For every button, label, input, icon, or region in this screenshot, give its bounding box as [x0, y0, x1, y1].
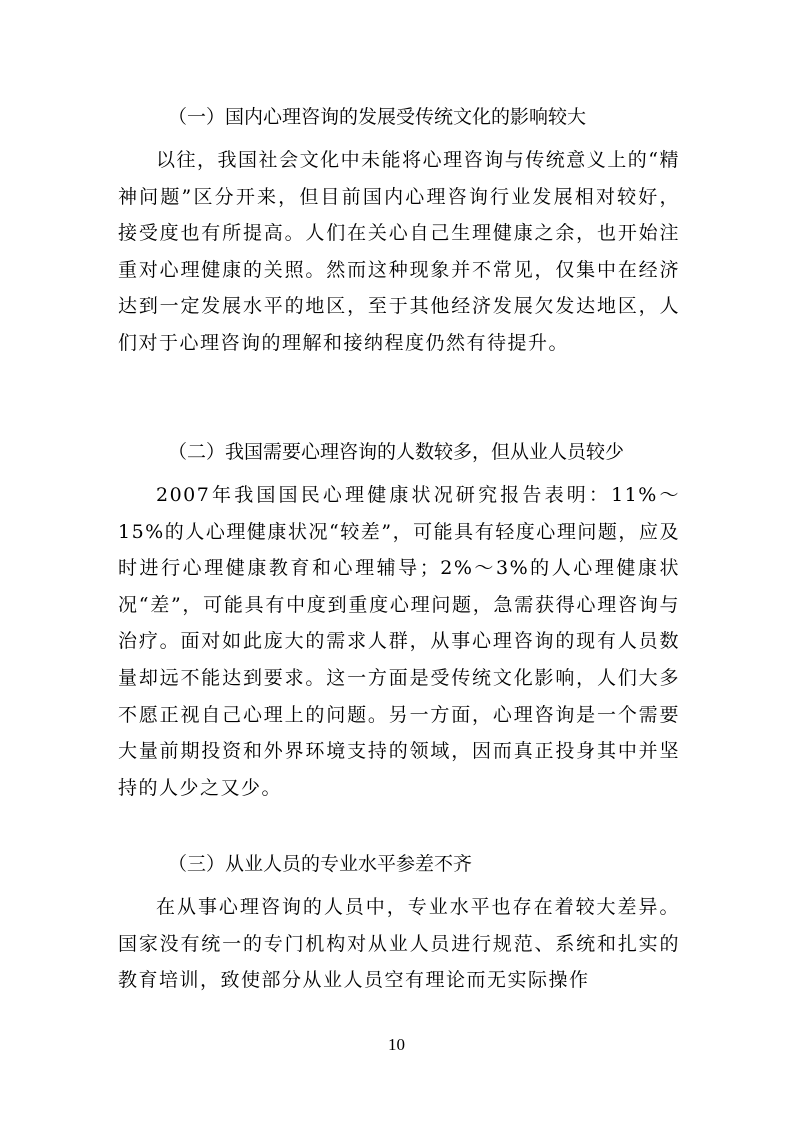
section-3 — [118, 853, 680, 999]
section-paragraph: 在从事心理咨询的人员中，专业水平也存在着较大差异。国家没有统一的专门机构对从业人员进行规范、系统和扎实的教育培训，致使部分从业人员空有理论而无实际操作 — [118, 896, 680, 992]
section-paragraph: 以往，我国社会文化中未能将心理咨询与传统意义上的“精神问题”区分开来，但目前国内心理咨询行业发展相对较好，接受度也有所提高。人们在关心自己生理健康之余，也开始注重对心理健康的关照。然而这种现象并不常见，仅集中在经济达到一定发展水平的地区，至于其他经济发展欠发达地区，人们对于心理咨询的理解和接纳程度仍然有待提升。 — [118, 149, 680, 354]
page-number: 10 — [388, 1035, 405, 1054]
section-2 — [118, 441, 680, 806]
section-1 — [118, 106, 680, 362]
section-paragraph: 2007年我国国民心理健康状况研究报告表明：11%～15%的人心理健康状况“较差”，可能具有轻度心理问题，应及时进行心理健康教育和心理辅导；2%～3%的人心理健康状况“差”，可能具有中度到重度心理问题，急需获得心理咨询与治疗。面对如此庞大的需求人群，从事心理咨询的现有人员数量却远不能达到要求。这一方面是受传统文化影响，人们大多不愿正视自己心理上的问题。另一方面，心理咨询是一个需要大量前期投资和外界环境支持的领域，因而真正投身其中并坚持的人少之又少。 — [118, 484, 680, 799]
section-heading: （一）国内心理咨询的发展受传统文化的影响较大 — [168, 106, 587, 128]
section-heading: （二）我国需要心理咨询的人数较多，但从业人员较少 — [168, 441, 625, 463]
section-heading: （三）从业人员的专业水平参差不齐 — [168, 853, 473, 875]
